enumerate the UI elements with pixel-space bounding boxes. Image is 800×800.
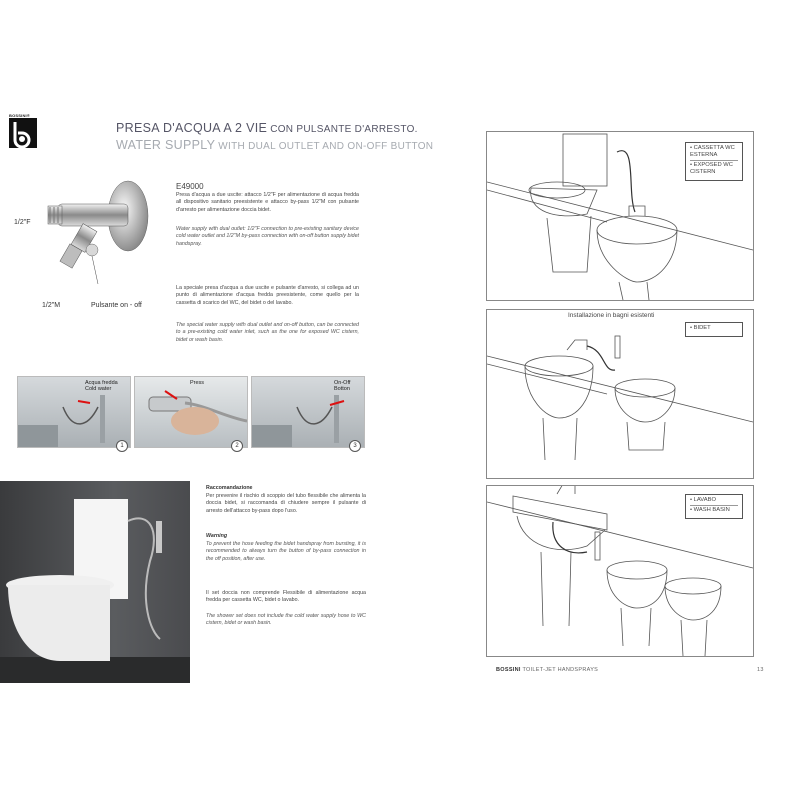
description-en: Water supply with dual outlet: 1/2"F connection to pre-existing sanitary device cold water outlet and 1/2"M by-pass connection with on-off button supply bidet handspray.: [176, 226, 359, 247]
panel-2-title: Installazione in bagni esistenti: [568, 312, 655, 319]
step-2-number: 2: [231, 440, 243, 452]
warning-title: Warning: [206, 533, 228, 539]
brand-name: BOSSINI®: [9, 113, 31, 118]
step-2-label: Press: [190, 380, 205, 386]
bossini-logo-icon: [9, 118, 37, 148]
toilet-illustration: [0, 481, 190, 683]
warning-text: To prevent the hose feeding the bidet handspray from bursting, it is recommended to always turn the button of by-pass connection in the off position, after use.: [206, 541, 366, 562]
description-it: Presa d'acqua a due uscite: attacco 1/2"F per alimentazione di acqua fredda all dispositivo sanitario preesistente e attacco by-pass 1/2"M con pulsante d'arresto per alimentazione doccia bidet.: [176, 192, 359, 213]
legend-panel-1: [685, 142, 743, 181]
footer-brand: BOSSINI TOILET-JET HANDSPRAYS: [496, 667, 599, 673]
valve-product-image: [40, 180, 170, 295]
toilet-photo: [0, 481, 190, 683]
legend-item: • CASSETTA WC ESTERNA: [690, 145, 738, 161]
step-1-number: 1: [116, 440, 128, 452]
step-1-label: Acqua fredda Cold water: [85, 380, 118, 392]
legend-item: • BIDET: [690, 325, 711, 331]
title-english: WATER SUPPLY WITH DUAL OUTLET AND ON-OFF BUTTON: [116, 138, 434, 152]
recommendation-text: Per prevenire il rischio di scoppio del tubo flessibile che alimenta la doccia bidet, si raccomanda di chiudere sempre il pulsante di arresto dell'attacco by-pass dopo l'uso.: [206, 493, 366, 514]
step-3-number: 3: [349, 440, 361, 452]
special-en: The special water supply with dual outlet and on-off button, can be connected to a pre-existing cold water inlet, such as the one for exposed WC cistern, bidet or wash basin.: [176, 322, 359, 343]
legend-item: • EXPOSED WC CISTERN: [690, 162, 733, 175]
shower-set-en: The shower set does not include the cold water supply hose to WC cistern, bidet or wash basin.: [206, 613, 366, 627]
legend-item: • WASH BASIN: [690, 507, 730, 513]
legend-panel-3: [685, 494, 743, 519]
special-it: La speciale presa d'acqua a due uscite e pulsante d'arresto, si collega ad un punto di alimentazione d'acqua fredda preesistente, come quello per la cassetta di scarico del WC, del bidet o del lavabo.: [176, 285, 359, 306]
title-italian: PRESA D'ACQUA A 2 VIE CON PULSANTE D'ARRESTO.: [116, 121, 418, 135]
legend-item: • LAVABO: [690, 497, 738, 506]
page-number: 13: [757, 667, 764, 673]
step-3-label: On-Off Botton: [334, 380, 351, 392]
legend-panel-2: [685, 322, 743, 337]
step-photo-2: [134, 376, 248, 448]
recommendation-title: Raccomandazione: [206, 485, 253, 491]
label-button: Pulsante on - off: [91, 302, 142, 309]
product-code: E49000: [176, 182, 204, 191]
label-m: 1/2"M: [42, 302, 61, 309]
step-2-illustration: [135, 377, 247, 447]
label-f: 1/2"F: [14, 219, 31, 226]
shower-set-it: Il set doccia non comprende Flessibile di alimentazione acqua fredda per cassetta WC, bidet o lavabo.: [206, 590, 366, 604]
